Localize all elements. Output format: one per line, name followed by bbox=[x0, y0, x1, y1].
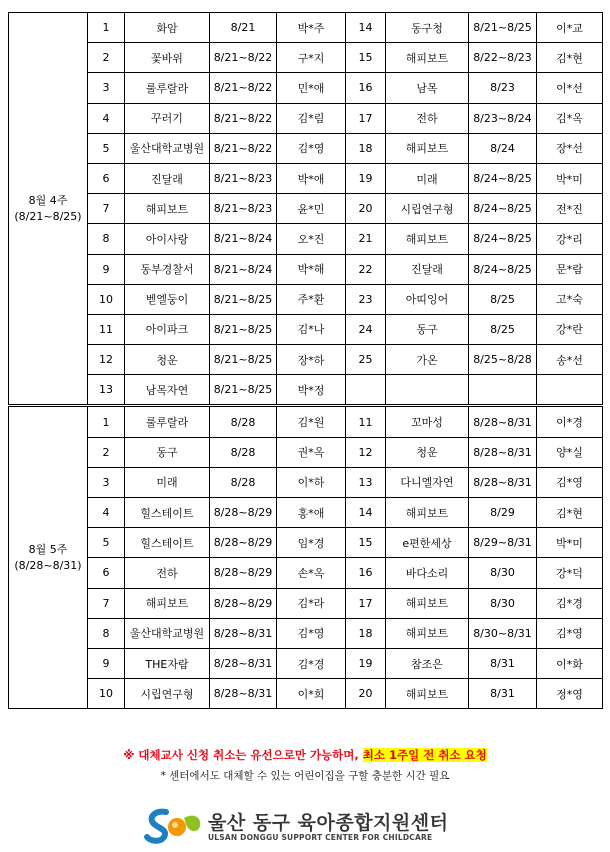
cell-name: 해피보트 bbox=[386, 498, 469, 528]
table-row bbox=[9, 437, 603, 467]
cell-date: 8/21~8/22 bbox=[210, 133, 277, 163]
cell-name: 미래 bbox=[125, 467, 210, 497]
cell-name: 룰루랄라 bbox=[125, 406, 210, 437]
cell-no: 19 bbox=[346, 163, 386, 193]
cell-name: 동부경찰서 bbox=[125, 254, 210, 284]
cell-date: 8/21~8/25 bbox=[469, 13, 537, 43]
cell-date: 8/28 bbox=[210, 437, 277, 467]
week-label-title: 8월 4주 bbox=[28, 193, 68, 207]
cell-teacher: 정*영 bbox=[537, 679, 603, 709]
cell-no: 15 bbox=[346, 528, 386, 558]
cell-name: 힐스테이트 bbox=[125, 498, 210, 528]
cell-name: 꼬마성 bbox=[386, 406, 469, 437]
week-label-range: (8/21~8/25) bbox=[14, 209, 82, 223]
cell-teacher: 강*덕 bbox=[537, 558, 603, 588]
cell-teacher: 김*라 bbox=[277, 588, 346, 618]
cell-name: 해피보트 bbox=[386, 224, 469, 254]
cancel-notice bbox=[0, 747, 610, 763]
cell-name: 청운 bbox=[386, 437, 469, 467]
cell-teacher: 김*영 bbox=[277, 133, 346, 163]
cell-date: 8/25 bbox=[469, 284, 537, 314]
cell-teacher: 홍*애 bbox=[277, 498, 346, 528]
cell-name: 시립연구형 bbox=[125, 679, 210, 709]
cell-date: 8/24~8/25 bbox=[469, 163, 537, 193]
cell-name: 동구청 bbox=[386, 13, 469, 43]
table-row bbox=[9, 558, 603, 588]
table-row bbox=[9, 43, 603, 73]
cell-name: e편한세상 bbox=[386, 528, 469, 558]
table-row bbox=[9, 648, 603, 678]
cell-name: 다니엘자연 bbox=[386, 467, 469, 497]
cell-name: 가온 bbox=[386, 345, 469, 375]
cell-date: 8/28 bbox=[210, 467, 277, 497]
cell-name: 미래 bbox=[386, 163, 469, 193]
cell-no: 9 bbox=[88, 254, 125, 284]
cell-teacher: 이*희 bbox=[277, 679, 346, 709]
cell-no bbox=[346, 375, 386, 406]
cell-date: 8/21~8/22 bbox=[210, 73, 277, 103]
cancel-notice-highlight: 최소 1주일 전 취소 요청 bbox=[362, 748, 487, 762]
table-row bbox=[9, 13, 603, 43]
cell-date: 8/21~8/25 bbox=[210, 284, 277, 314]
cell-teacher: 손*옥 bbox=[277, 558, 346, 588]
childcare-logo-icon bbox=[144, 806, 204, 846]
cell-date: 8/28~8/31 bbox=[210, 648, 277, 678]
cell-date: 8/23~8/24 bbox=[469, 103, 537, 133]
cell-teacher: 윤*민 bbox=[277, 194, 346, 224]
cell-no: 7 bbox=[88, 588, 125, 618]
cell-name: 시립연구형 bbox=[386, 194, 469, 224]
cell-name: 아이사랑 bbox=[125, 224, 210, 254]
cell-date: 8/24 bbox=[469, 133, 537, 163]
cell-name: 해피보트 bbox=[386, 679, 469, 709]
cell-no: 14 bbox=[346, 498, 386, 528]
cell-no: 4 bbox=[88, 103, 125, 133]
cell-no: 6 bbox=[88, 163, 125, 193]
cell-teacher: 김*영 bbox=[537, 618, 603, 648]
cell-teacher: 강*란 bbox=[537, 314, 603, 344]
cell-name: 동구 bbox=[125, 437, 210, 467]
cell-no: 1 bbox=[88, 13, 125, 43]
cell-name: 룰루랄라 bbox=[125, 73, 210, 103]
cell-no: 16 bbox=[346, 73, 386, 103]
cell-date: 8/21~8/25 bbox=[210, 375, 277, 406]
cell-no: 16 bbox=[346, 558, 386, 588]
cell-teacher: 박*해 bbox=[277, 254, 346, 284]
cell-name: 울산대학교병원 bbox=[125, 133, 210, 163]
cell-teacher: 양*실 bbox=[537, 437, 603, 467]
table-row bbox=[9, 163, 603, 193]
center-logo bbox=[144, 806, 474, 846]
cell-date: 8/21~8/24 bbox=[210, 254, 277, 284]
cell-date: 8/29~8/31 bbox=[469, 528, 537, 558]
cell-no: 7 bbox=[88, 194, 125, 224]
cell-teacher: 박*주 bbox=[277, 13, 346, 43]
cell-teacher: 박*미 bbox=[537, 528, 603, 558]
cell-no: 17 bbox=[346, 103, 386, 133]
cell-teacher: 송*선 bbox=[537, 345, 603, 375]
cell-no: 24 bbox=[346, 314, 386, 344]
cell-teacher: 김*경 bbox=[537, 588, 603, 618]
cell-name: 아이파크 bbox=[125, 314, 210, 344]
cell-teacher: 주*환 bbox=[277, 284, 346, 314]
cell-date: 8/21~8/23 bbox=[210, 194, 277, 224]
cell-teacher: 구*지 bbox=[277, 43, 346, 73]
cell-teacher: 박*애 bbox=[277, 163, 346, 193]
cell-no: 14 bbox=[346, 13, 386, 43]
cell-date: 8/25~8/28 bbox=[469, 345, 537, 375]
table-row bbox=[9, 254, 603, 284]
cell-teacher bbox=[537, 375, 603, 406]
cell-no: 6 bbox=[88, 558, 125, 588]
cell-no: 23 bbox=[346, 284, 386, 314]
cell-teacher: 고*숙 bbox=[537, 284, 603, 314]
logo-subtitle: ULSAN DONGGU SUPPORT CENTER FOR CHILDCARE bbox=[208, 833, 433, 842]
cell-no: 12 bbox=[346, 437, 386, 467]
cell-date: 8/21~8/25 bbox=[210, 314, 277, 344]
cancel-notice-text: ※ 대체교사 신청 취소는 유선으로만 가능하며, bbox=[123, 748, 363, 762]
cell-name: 동구 bbox=[386, 314, 469, 344]
cell-no: 20 bbox=[346, 679, 386, 709]
cell-date: 8/24~8/25 bbox=[469, 224, 537, 254]
cell-teacher: 박*정 bbox=[277, 375, 346, 406]
cell-name: 꽃바위 bbox=[125, 43, 210, 73]
cell-teacher: 권*옥 bbox=[277, 437, 346, 467]
cell-no: 10 bbox=[88, 679, 125, 709]
cell-name: THE자람 bbox=[125, 648, 210, 678]
cell-no: 18 bbox=[346, 618, 386, 648]
cell-no: 3 bbox=[88, 467, 125, 497]
cell-date: 8/22~8/23 bbox=[469, 43, 537, 73]
cell-date: 8/30 bbox=[469, 588, 537, 618]
cell-name: 청운 bbox=[125, 345, 210, 375]
cell-teacher: 장*하 bbox=[277, 345, 346, 375]
cell-name: 아띠잉어 bbox=[386, 284, 469, 314]
cell-no: 5 bbox=[88, 133, 125, 163]
table-row bbox=[9, 618, 603, 648]
cell-no: 22 bbox=[346, 254, 386, 284]
cell-name: 해피보트 bbox=[386, 588, 469, 618]
schedule-body bbox=[9, 13, 603, 709]
cell-date: 8/28~8/31 bbox=[210, 679, 277, 709]
cell-date: 8/21~8/22 bbox=[210, 43, 277, 73]
cell-teacher: 김*영 bbox=[537, 467, 603, 497]
cell-teacher: 문*람 bbox=[537, 254, 603, 284]
table-row bbox=[9, 406, 603, 437]
cell-teacher: 민*애 bbox=[277, 73, 346, 103]
cell-date: 8/24~8/25 bbox=[469, 194, 537, 224]
cell-date: 8/28~8/31 bbox=[469, 406, 537, 437]
cell-teacher: 김*경 bbox=[277, 648, 346, 678]
cell-date: 8/21~8/22 bbox=[210, 103, 277, 133]
cell-teacher: 임*경 bbox=[277, 528, 346, 558]
cell-name: 울산대학교병원 bbox=[125, 618, 210, 648]
cell-date: 8/28 bbox=[210, 406, 277, 437]
cell-date: 8/21~8/25 bbox=[210, 345, 277, 375]
cell-date: 8/31 bbox=[469, 679, 537, 709]
cell-date: 8/28~8/31 bbox=[210, 618, 277, 648]
cell-teacher: 장*선 bbox=[537, 133, 603, 163]
week-label-title: 8월 5주 bbox=[28, 542, 68, 556]
cell-no: 8 bbox=[88, 224, 125, 254]
cell-teacher: 강*리 bbox=[537, 224, 603, 254]
cell-teacher: 김*현 bbox=[537, 498, 603, 528]
cell-name bbox=[386, 375, 469, 406]
cell-no: 12 bbox=[88, 345, 125, 375]
cell-no: 17 bbox=[346, 588, 386, 618]
cell-name: 해피보트 bbox=[386, 133, 469, 163]
cell-teacher: 김*영 bbox=[277, 618, 346, 648]
cell-teacher: 이*선 bbox=[537, 73, 603, 103]
cell-no: 20 bbox=[346, 194, 386, 224]
table-row bbox=[9, 103, 603, 133]
cell-name: 해피보트 bbox=[386, 43, 469, 73]
cell-name: 진달래 bbox=[386, 254, 469, 284]
cell-date: 8/30 bbox=[469, 558, 537, 588]
cell-teacher: 전*진 bbox=[537, 194, 603, 224]
cell-no: 2 bbox=[88, 43, 125, 73]
cell-no: 9 bbox=[88, 648, 125, 678]
cell-no: 2 bbox=[88, 437, 125, 467]
cell-teacher: 이*하 bbox=[277, 467, 346, 497]
cell-date: 8/23 bbox=[469, 73, 537, 103]
schedule-table bbox=[8, 12, 603, 709]
table-row bbox=[9, 194, 603, 224]
cell-no: 25 bbox=[346, 345, 386, 375]
cell-teacher: 김*나 bbox=[277, 314, 346, 344]
cell-no: 11 bbox=[88, 314, 125, 344]
cell-no: 21 bbox=[346, 224, 386, 254]
cell-name: 벧엘둥이 bbox=[125, 284, 210, 314]
table-row bbox=[9, 345, 603, 375]
table-row bbox=[9, 284, 603, 314]
cell-date: 8/28~8/31 bbox=[469, 437, 537, 467]
cell-date: 8/31 bbox=[469, 648, 537, 678]
table-row bbox=[9, 588, 603, 618]
cell-name: 화암 bbox=[125, 13, 210, 43]
table-row bbox=[9, 73, 603, 103]
cell-name: 전하 bbox=[386, 103, 469, 133]
table-row bbox=[9, 314, 603, 344]
cell-teacher: 박*미 bbox=[537, 163, 603, 193]
cell-teacher: 김*옥 bbox=[537, 103, 603, 133]
cell-name: 남목 bbox=[386, 73, 469, 103]
cell-date: 8/25 bbox=[469, 314, 537, 344]
table-row bbox=[9, 528, 603, 558]
cell-no: 18 bbox=[346, 133, 386, 163]
cell-name: 바다소리 bbox=[386, 558, 469, 588]
table-row bbox=[9, 224, 603, 254]
week-label-range: (8/28~8/31) bbox=[14, 558, 82, 572]
cell-teacher: 김*원 bbox=[277, 406, 346, 437]
cell-teacher: 오*진 bbox=[277, 224, 346, 254]
table-row bbox=[9, 679, 603, 709]
cell-name: 참조은 bbox=[386, 648, 469, 678]
cell-no: 10 bbox=[88, 284, 125, 314]
cell-date: 8/28~8/31 bbox=[469, 467, 537, 497]
cell-no: 13 bbox=[346, 467, 386, 497]
cell-no: 4 bbox=[88, 498, 125, 528]
table-row bbox=[9, 375, 603, 406]
cell-name: 꾸러기 bbox=[125, 103, 210, 133]
cell-date: 8/28~8/29 bbox=[210, 588, 277, 618]
cell-no: 8 bbox=[88, 618, 125, 648]
cell-date: 8/21~8/23 bbox=[210, 163, 277, 193]
cell-no: 1 bbox=[88, 406, 125, 437]
cell-date: 8/28~8/29 bbox=[210, 558, 277, 588]
cell-no: 13 bbox=[88, 375, 125, 406]
cell-name: 해피보트 bbox=[125, 588, 210, 618]
cell-name: 남목자연 bbox=[125, 375, 210, 406]
table-row bbox=[9, 467, 603, 497]
week-label bbox=[9, 13, 88, 406]
cell-date: 8/24~8/25 bbox=[469, 254, 537, 284]
cell-date: 8/21 bbox=[210, 13, 277, 43]
cell-date bbox=[469, 375, 537, 406]
cell-name: 해피보트 bbox=[125, 194, 210, 224]
cell-no: 15 bbox=[346, 43, 386, 73]
logo-title: 울산 동구 육아종합지원센터 bbox=[208, 812, 449, 834]
cell-teacher: 이*경 bbox=[537, 406, 603, 437]
cell-date: 8/28~8/29 bbox=[210, 498, 277, 528]
cell-teacher: 이*화 bbox=[537, 648, 603, 678]
cancel-notice-sub: * 센터에서도 대체할 수 있는 어린이집을 구할 충분한 시간 필요 bbox=[160, 770, 450, 782]
cell-date: 8/30~8/31 bbox=[469, 618, 537, 648]
cell-teacher: 김*림 bbox=[277, 103, 346, 133]
cell-no: 11 bbox=[346, 406, 386, 437]
cell-no: 5 bbox=[88, 528, 125, 558]
table-row bbox=[9, 133, 603, 163]
cell-teacher: 이*교 bbox=[537, 13, 603, 43]
cell-no: 3 bbox=[88, 73, 125, 103]
cell-date: 8/29 bbox=[469, 498, 537, 528]
cell-name: 진달래 bbox=[125, 163, 210, 193]
cell-name: 힐스테이트 bbox=[125, 528, 210, 558]
cell-date: 8/28~8/29 bbox=[210, 528, 277, 558]
cell-name: 해피보트 bbox=[386, 618, 469, 648]
cell-teacher: 김*현 bbox=[537, 43, 603, 73]
cell-name: 전하 bbox=[125, 558, 210, 588]
cell-date: 8/21~8/24 bbox=[210, 224, 277, 254]
cell-no: 19 bbox=[346, 648, 386, 678]
week-label bbox=[9, 406, 88, 709]
table-row bbox=[9, 498, 603, 528]
